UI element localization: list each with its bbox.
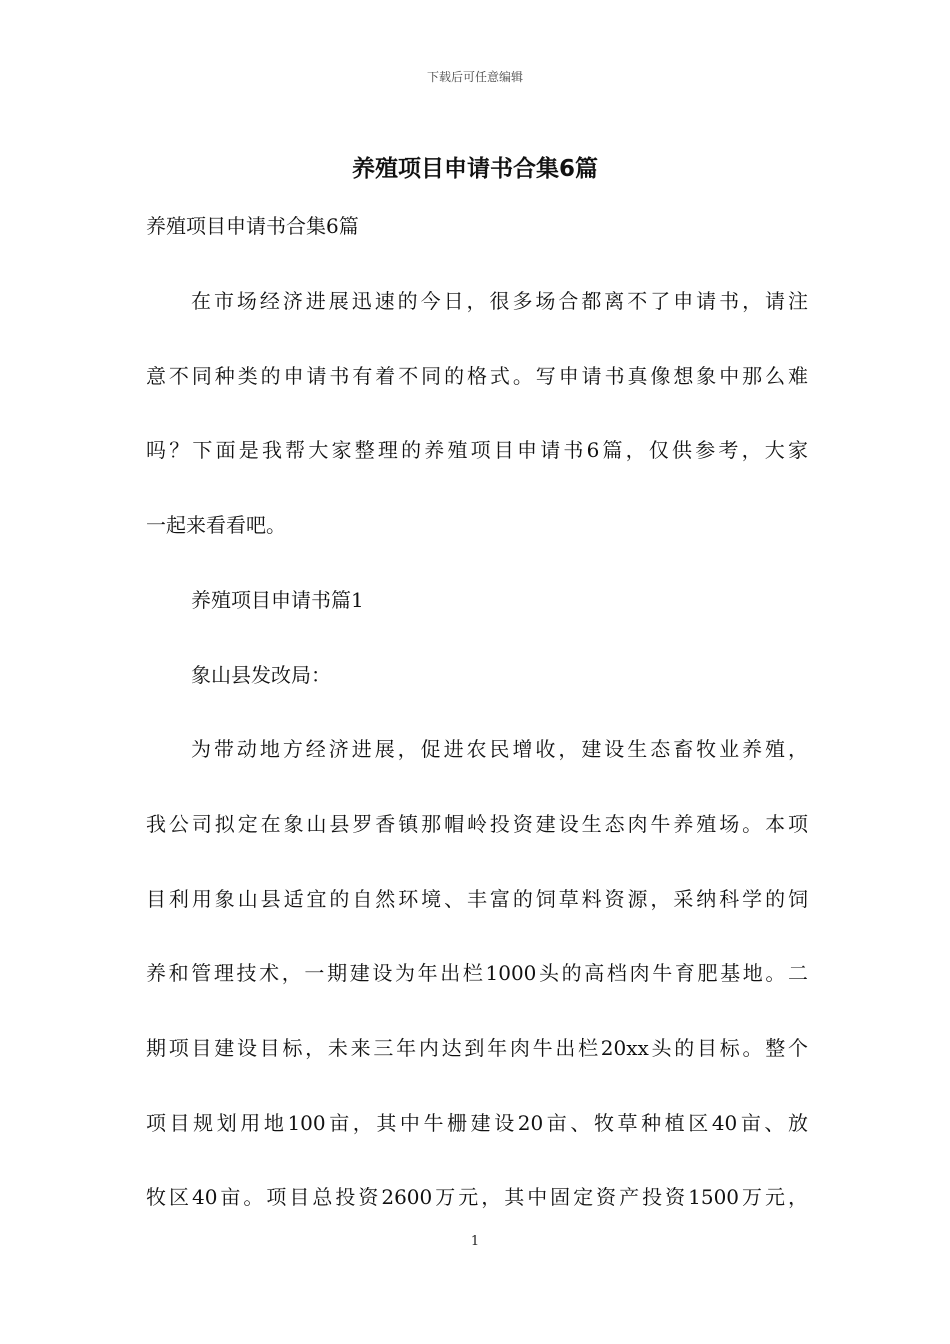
paragraph-line: 期项目建设目标，未来三年内达到年肉牛出栏20xx头的目标。整个 [146, 1036, 808, 1060]
header-note: 下载后可任意编辑 [426, 70, 523, 84]
paragraph-line: 养和管理技术，一期建设为年出栏1000头的高档肉牛育肥基地。二 [146, 961, 808, 985]
addressee: 象山县发改局： [191, 663, 331, 687]
paragraph-line: 目利用象山县适宜的自然环境、丰富的饲草料资源，采纳科学的饲 [146, 887, 808, 911]
section-heading: 养殖项目申请书篇1 [191, 588, 364, 612]
paragraph-line: 一起来看看吧。 [146, 513, 286, 537]
paragraph-line: 我公司拟定在象山县罗香镇那帽岭投资建设生态肉牛养殖场。本项 [146, 812, 808, 836]
paragraph-line: 吗？下面是我帮大家整理的养殖项目申请书6篇，仅供参考，大家 [146, 438, 808, 462]
paragraph-line: 意不同种类的申请书有着不同的格式。写申请书真像想象中那么难 [146, 364, 808, 388]
document-title: 养殖项目申请书合集6篇 [351, 156, 598, 182]
document-subtitle: 养殖项目申请书合集6篇 [146, 214, 359, 238]
paragraph-line: 在市场经济进展迅速的今日，很多场合都离不了申请书，请注 [191, 289, 808, 313]
paragraph-line: 牧区40亩。项目总投资2600万元，其中固定资产投资1500万元， [146, 1185, 808, 1209]
page-number: 1 [470, 1234, 480, 1249]
paragraph-line: 项目规划用地100亩，其中牛栅建设20亩、牧草种植区40亩、放 [146, 1111, 808, 1135]
paragraph-line: 为带动地方经济进展，促进农民增收，建设生态畜牧业养殖， [191, 737, 808, 761]
